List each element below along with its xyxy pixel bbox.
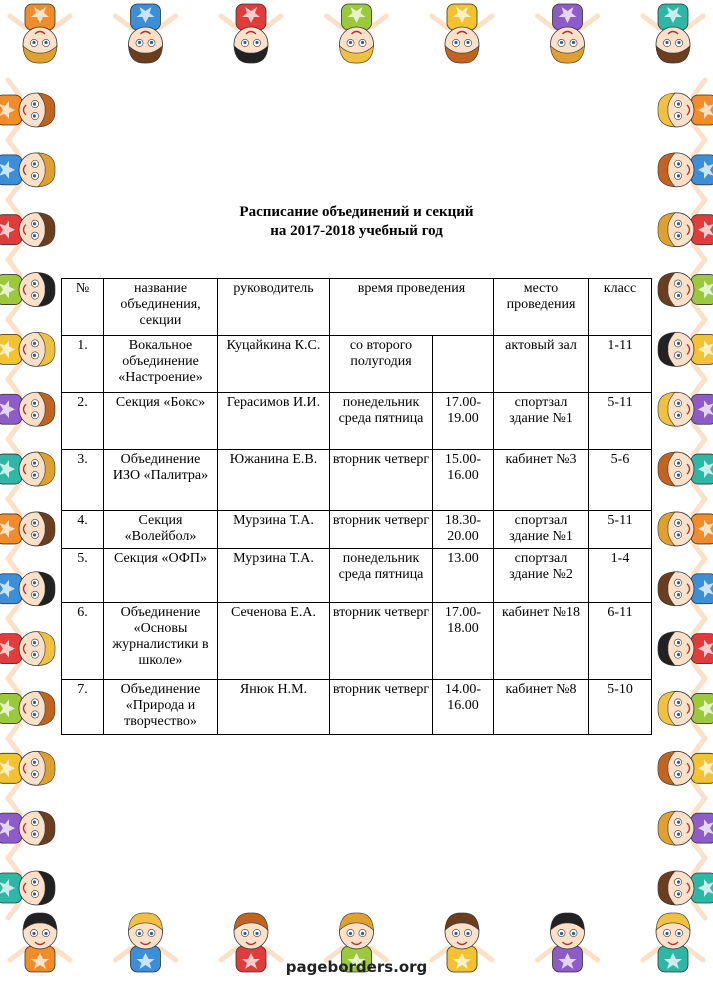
kid-figure (0, 379, 55, 439)
cell-days: вторник четверг (330, 511, 433, 549)
kid-figure (327, 4, 387, 63)
header-place: место проведения (494, 279, 589, 336)
header-grade: класс (589, 279, 652, 336)
kid-figure (658, 619, 713, 679)
cell-grade: 6-11 (589, 603, 652, 680)
kid-figure (0, 439, 55, 499)
cell-grade: 5-10 (589, 680, 652, 735)
cell-place: спортзал здание №1 (494, 511, 589, 549)
cell-grade: 1-4 (589, 549, 652, 603)
cell-name: Секция «Бокс» (104, 393, 218, 450)
cell-name: Вокальное объединение «Настроение» (104, 336, 218, 393)
table-header-row (62, 279, 652, 336)
cell-leader: Мурзина Т.А. (218, 511, 330, 549)
cell-days: со второго полугодия (330, 336, 433, 393)
cell-place: спортзал здание №1 (494, 393, 589, 450)
cell-name: Секция «ОФП» (104, 549, 218, 603)
kid-figure (116, 4, 176, 63)
table-row (62, 511, 652, 549)
kid-figure (0, 559, 55, 619)
kid-figure (0, 798, 55, 858)
cell-hours: 18.30-20.00 (433, 511, 494, 549)
cell-hours: 17.00-19.00 (433, 393, 494, 450)
cell-name: Объединение «Основы журналистики в школе» (104, 603, 218, 680)
kid-figure (658, 738, 713, 798)
header-name: название объединения, секции (104, 279, 218, 336)
cell-hours: 17.00-18.00 (433, 603, 494, 680)
kid-figure (658, 319, 713, 379)
kid-figure (0, 738, 55, 798)
cell-place: кабинет №8 (494, 680, 589, 735)
cell-name: Секция «Волейбол» (104, 511, 218, 549)
cell-leader: Янюк Н.М. (218, 680, 330, 735)
kid-figure (0, 260, 55, 320)
kid-figure (658, 798, 713, 858)
kid-figure (658, 559, 713, 619)
kid-figure (658, 80, 713, 140)
cell-leader: Сеченова Е.А. (218, 603, 330, 680)
kid-figure (0, 499, 55, 559)
cell-hours: 14.00-16.00 (433, 680, 494, 735)
table-row (62, 336, 652, 393)
kid-figure (538, 4, 598, 63)
kid-figure (221, 4, 281, 63)
header-time: время проведения (330, 279, 494, 336)
cell-num: 6. (62, 603, 104, 680)
document-title (0, 203, 713, 241)
kid-figure (432, 4, 492, 63)
cell-days: вторник четверг (330, 603, 433, 680)
kid-figure (0, 619, 55, 679)
kid-figure (658, 439, 713, 499)
table-row (62, 549, 652, 603)
kid-figure (0, 140, 55, 200)
cell-leader: Мурзина Т.А. (218, 549, 330, 603)
kid-figure (643, 4, 703, 63)
cell-place: спортзал здание №2 (494, 549, 589, 603)
watermark-text: pageborders.org (285, 958, 428, 976)
cell-grade: 5-11 (589, 511, 652, 549)
schedule-table (61, 278, 652, 735)
cell-days: вторник четверг (330, 680, 433, 735)
kid-figure (10, 4, 70, 63)
cell-num: 5. (62, 549, 104, 603)
cell-grade: 5-6 (589, 450, 652, 511)
header-leader: руководитель (218, 279, 330, 336)
cell-num: 4. (62, 511, 104, 549)
title-line-2: на 2017-2018 учебный год (270, 223, 443, 239)
table-row (62, 603, 652, 680)
table-row (62, 393, 652, 450)
cell-grade: 5-11 (589, 393, 652, 450)
cell-grade: 1-11 (589, 336, 652, 393)
cell-place: актовый зал (494, 336, 589, 393)
title-line-1: Расписание объединений и секций (239, 204, 474, 220)
kid-figure (658, 140, 713, 200)
kid-figure (658, 858, 713, 918)
cell-hours: 13.00 (433, 549, 494, 603)
kid-figure (658, 678, 713, 738)
cell-place: кабинет №3 (494, 450, 589, 511)
cell-leader: Куцайкина К.С. (218, 336, 330, 393)
cell-leader: Герасимов И.И. (218, 393, 330, 450)
cell-days: вторник четверг (330, 450, 433, 511)
cell-name: Объединение «Природа и творчество» (104, 680, 218, 735)
cell-place: кабинет №18 (494, 603, 589, 680)
cell-num: 7. (62, 680, 104, 735)
cell-num: 3. (62, 450, 104, 511)
kid-figure (0, 858, 55, 918)
table-row (62, 450, 652, 511)
kid-figure (658, 260, 713, 320)
cell-hours: 15.00-16.00 (433, 450, 494, 511)
cell-hours (433, 336, 494, 393)
header-num: № (62, 279, 104, 336)
cell-name: Объединение ИЗО «Палитра» (104, 450, 218, 511)
cell-days: понедельник среда пятница (330, 393, 433, 450)
kid-figure (658, 379, 713, 439)
table-row (62, 680, 652, 735)
kid-figure (0, 678, 55, 738)
kid-figure (658, 499, 713, 559)
cell-days: понедельник среда пятница (330, 549, 433, 603)
cell-num: 2. (62, 393, 104, 450)
kid-figure (0, 319, 55, 379)
cell-leader: Южанина Е.В. (218, 450, 330, 511)
kid-figure (0, 80, 55, 140)
cell-num: 1. (62, 336, 104, 393)
